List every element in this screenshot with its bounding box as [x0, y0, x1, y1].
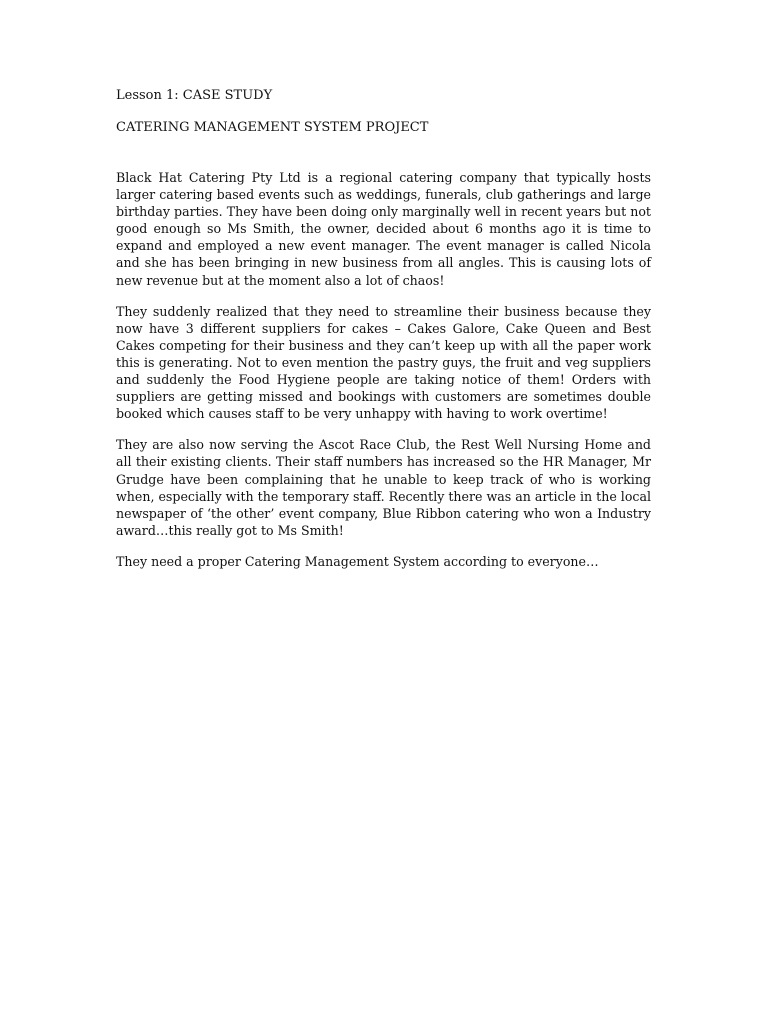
- paragraph-suppliers: They suddenly realized that they need to streamline their business because they now have 3 different suppliers for cakes – Cakes Galore, Cake Queen and Best Cakes competing for their business and they can’t keep up with all the paper work this is generating. Not to even mention the pastry guys, the fruit and veg suppliers and suddenly the Food Hygiene people are taking notice of them! Orders with suppliers are getting missed and bookings with customers are sometimes double booked which causes staff to be very unhappy with having to work overtime!: [116, 303, 651, 422]
- paragraph-clients: They are also now serving the Ascot Race Club, the Rest Well Nursing Home and all their existing clients. Their staff numbers has increased so the HR Manager, Mr Grudge have been complaining that he unable to keep track of who is working when, especially with the temporary staff. Recently there was an article in the local newspaper of ‘the other’ event company, Blue Ribbon catering who won a Industry award…this really got to Ms Smith!: [116, 437, 651, 538]
- paragraph-intro: Black Hat Catering Pty Ltd is a regional catering company that typically hosts larger catering based events such as weddings, funerals, club gatherings and large birthday parties. They have been doing only marginally well in recent years but not good enough so Ms Smith, the owner, decided about 6 months ago it is time to expand and employed a new event manager. The event manager is called Nicola and she has been bringing in new business from all angles. This is causing lots of new revenue but at the moment also a lot of chaos!: [116, 170, 651, 288]
- lesson-title: Lesson 1: CASE STUDY: [116, 88, 273, 103]
- document-content: [116, 87, 651, 570]
- paragraph-conclusion: They need a proper Catering Management System according to everyone…: [116, 553, 599, 569]
- project-title: CATERING MANAGEMENT SYSTEM PROJECT: [116, 120, 429, 135]
